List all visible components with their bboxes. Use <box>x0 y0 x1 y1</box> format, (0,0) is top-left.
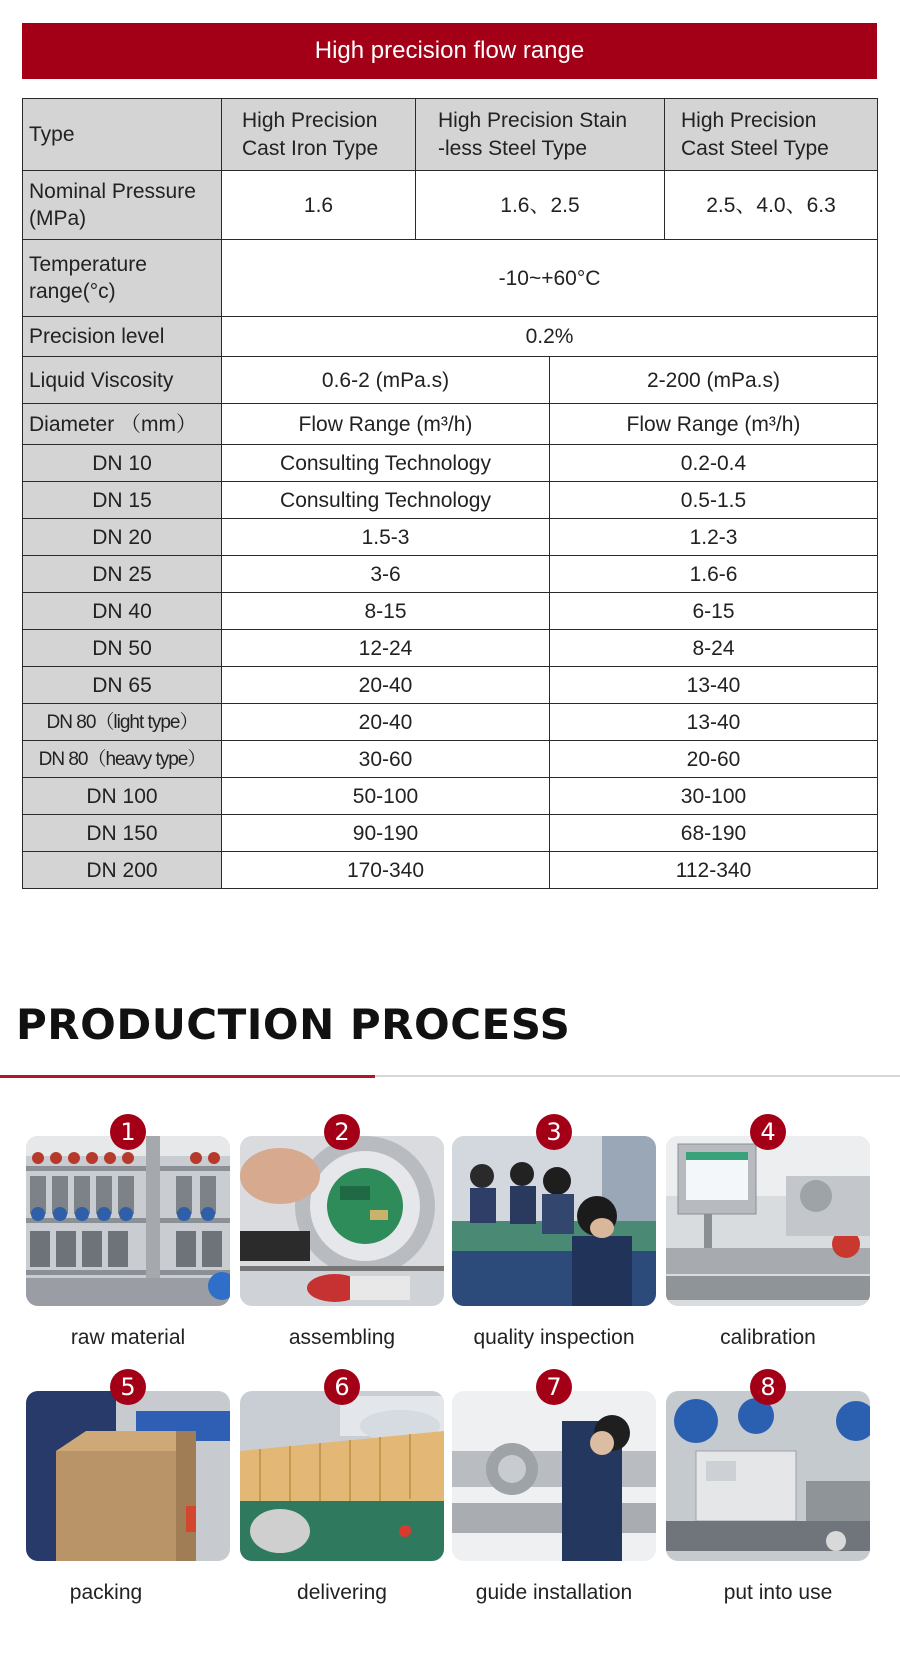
temperature-value: -10~+60°C <box>222 240 878 317</box>
flow-header-low: Flow Range (m³/h) <box>222 404 550 445</box>
flow-range-high-cell: 8-24 <box>550 630 878 667</box>
table-row <box>23 815 878 852</box>
dn-size-cell: DN 200 <box>23 852 222 889</box>
step-label: calibration <box>720 1326 816 1349</box>
diameter-header-row <box>23 404 878 445</box>
pressure-stainless: 1.6、2.5 <box>416 171 665 240</box>
step-number-badge: 1 <box>110 1114 146 1150</box>
dn-size-cell: DN 25 <box>23 556 222 593</box>
process-step <box>666 1118 870 1349</box>
type-cast-iron: High Precision Cast Iron Type <box>222 99 416 171</box>
pressure-row <box>23 171 878 240</box>
table-row <box>23 519 878 556</box>
step-label: raw material <box>70 1326 186 1349</box>
table-row <box>23 778 878 815</box>
flow-range-low-cell: Consulting Technology <box>222 482 550 519</box>
step-number-badge: 4 <box>750 1114 786 1150</box>
dn-size-cell: DN 65 <box>23 667 222 704</box>
step-label: delivering <box>297 1581 387 1604</box>
dn-size-cell: DN 15 <box>23 482 222 519</box>
table-row <box>23 630 878 667</box>
viscosity-label: Liquid Viscosity <box>23 357 222 404</box>
precision-value: 0.2% <box>222 317 878 357</box>
meter-shelf-photo <box>26 1136 230 1306</box>
type-label: Type <box>23 99 222 171</box>
section-title: PRODUCTION PROCESS <box>16 1000 571 1049</box>
flow-range-high-cell: 112-340 <box>550 852 878 889</box>
step-label: quality inspection <box>473 1326 635 1349</box>
step-number-badge: 8 <box>750 1369 786 1405</box>
flow-range-low-cell: 50-100 <box>222 778 550 815</box>
table-row <box>23 852 878 889</box>
flow-range-low-cell: 8-15 <box>222 593 550 630</box>
step-label: packing <box>69 1581 143 1604</box>
step-label: put into use <box>723 1581 833 1604</box>
type-row <box>23 99 878 171</box>
flow-range-table <box>22 98 878 889</box>
step-label: guide installation <box>475 1581 633 1604</box>
pressure-cast-iron: 1.6 <box>222 171 416 240</box>
flow-range-low-cell: 170-340 <box>222 852 550 889</box>
pressure-label: Nominal Pressure (MPa) <box>23 171 222 240</box>
process-step <box>240 1373 444 1604</box>
table-row <box>23 667 878 704</box>
pallet-photo <box>240 1391 444 1561</box>
flow-header-high: Flow Range (m³/h) <box>550 404 878 445</box>
calibration-rig-photo <box>666 1136 870 1306</box>
flow-range-high-cell: 13-40 <box>550 667 878 704</box>
dn-size-cell: DN 80（light type） <box>23 704 222 741</box>
flow-range-high-cell: 20-60 <box>550 741 878 778</box>
process-step <box>666 1373 870 1604</box>
pipeline-photo <box>452 1391 656 1561</box>
flow-range-low-cell: 20-40 <box>222 704 550 741</box>
table-row <box>23 482 878 519</box>
flow-range-low-cell: 3-6 <box>222 556 550 593</box>
temperature-label: Temperature range(°c) <box>23 240 222 317</box>
process-step <box>240 1118 444 1349</box>
cardboard-box-photo <box>26 1391 230 1561</box>
flow-range-high-cell: 0.5-1.5 <box>550 482 878 519</box>
flow-range-high-cell: 6-15 <box>550 593 878 630</box>
temperature-row <box>23 240 878 317</box>
step-number-badge: 7 <box>536 1369 572 1405</box>
circuit-board-photo <box>240 1136 444 1306</box>
workers-photo <box>452 1136 656 1306</box>
precision-label: Precision level <box>23 317 222 357</box>
flow-range-low-cell: 12-24 <box>222 630 550 667</box>
type-stainless: High Precision Stain -less Steel Type <box>416 99 665 171</box>
step-number-badge: 2 <box>324 1114 360 1150</box>
precision-row <box>23 317 878 357</box>
dn-size-cell: DN 40 <box>23 593 222 630</box>
process-step <box>26 1373 230 1604</box>
flow-range-low-cell: 90-190 <box>222 815 550 852</box>
viscosity-row <box>23 357 878 404</box>
process-step <box>452 1373 656 1604</box>
pressure-cast-steel: 2.5、4.0、6.3 <box>665 171 878 240</box>
flow-range-high-cell: 1.2-3 <box>550 519 878 556</box>
installed-meter-photo <box>666 1391 870 1561</box>
flow-range-low-cell: 20-40 <box>222 667 550 704</box>
viscosity-low: 0.6-2 (mPa.s) <box>222 357 550 404</box>
table-row <box>23 445 878 482</box>
dn-size-cell: DN 50 <box>23 630 222 667</box>
dn-size-cell: DN 100 <box>23 778 222 815</box>
flow-range-low-cell: 1.5-3 <box>222 519 550 556</box>
process-step <box>26 1118 230 1349</box>
diameter-label: Diameter （mm） <box>23 404 222 445</box>
divider-accent <box>0 1075 375 1078</box>
step-label: assembling <box>288 1326 396 1349</box>
table-row <box>23 704 878 741</box>
type-cast-steel: High Precision Cast Steel Type <box>665 99 878 171</box>
table-row <box>23 593 878 630</box>
dn-size-cell: DN 20 <box>23 519 222 556</box>
table-row <box>23 556 878 593</box>
dn-size-cell: DN 10 <box>23 445 222 482</box>
table-row <box>23 741 878 778</box>
dn-size-cell: DN 150 <box>23 815 222 852</box>
step-number-badge: 3 <box>536 1114 572 1150</box>
flow-range-high-cell: 30-100 <box>550 778 878 815</box>
flow-range-high-cell: 1.6-6 <box>550 556 878 593</box>
flow-range-low-cell: Consulting Technology <box>222 445 550 482</box>
step-number-badge: 5 <box>110 1369 146 1405</box>
step-number-badge: 6 <box>324 1369 360 1405</box>
flow-range-high-cell: 13-40 <box>550 704 878 741</box>
viscosity-high: 2-200 (mPa.s) <box>550 357 878 404</box>
flow-range-high-cell: 0.2-0.4 <box>550 445 878 482</box>
table-title-banner: High precision flow range <box>22 23 877 79</box>
flow-range-high-cell: 68-190 <box>550 815 878 852</box>
process-step <box>452 1118 656 1349</box>
dn-size-cell: DN 80（heavy type） <box>23 741 222 778</box>
flow-range-low-cell: 30-60 <box>222 741 550 778</box>
